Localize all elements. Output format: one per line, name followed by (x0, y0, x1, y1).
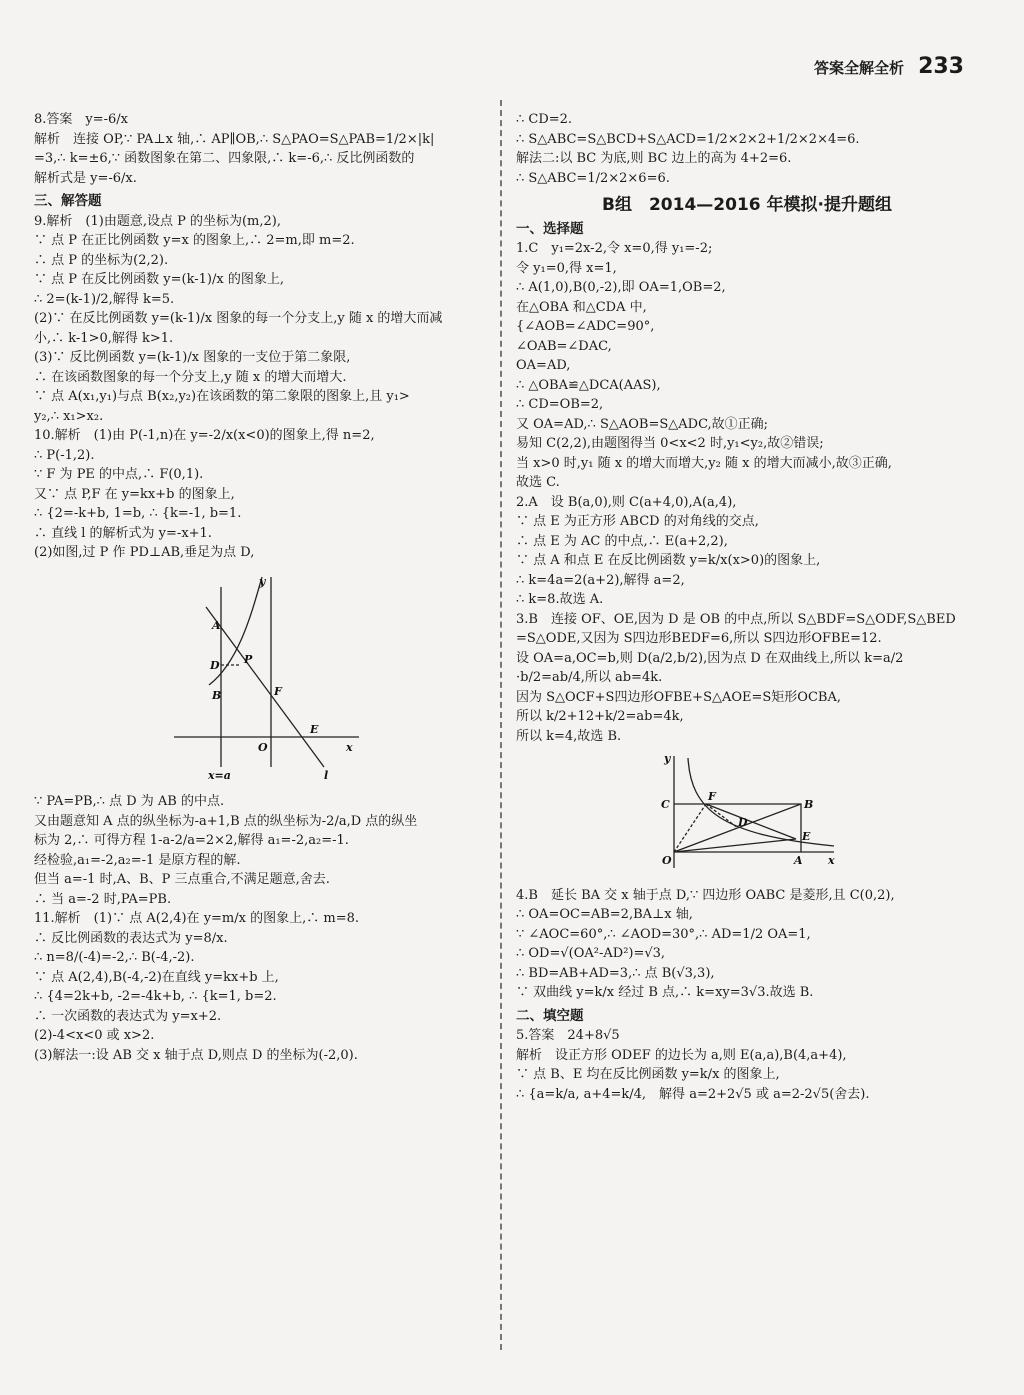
text-line: 解析式是 y=-6/x. (34, 170, 137, 186)
text-line: 2.A 设 B(a,0),则 C(a+4,0),A(a,4), (516, 494, 737, 510)
label-F: F (708, 790, 716, 803)
text-line: ∴ 直线 l 的解析式为 y=-x+1. (34, 525, 212, 541)
page-header (814, 54, 964, 79)
graph-figure-10 (34, 567, 486, 782)
text-line: ∵ 点 A(x₁,y₁)与点 B(x₂,y₂)在该函数的第二象限的图象上,且 y₁> (34, 389, 410, 404)
label-P: P (244, 652, 253, 666)
text-line: ∵ 点 P 在反比例函数 y=(k-1)/x 的图象上, (34, 272, 284, 287)
text-line: (2)∵ 在反比例函数 y=(k-1)/x 图象的每一个分支上,y 随 x 的增大而减 (34, 311, 443, 326)
text-line: ∴ A(1,0),B(0,-2),即 OA=1,OB=2, (516, 280, 726, 295)
label-y: y (259, 574, 266, 588)
answer-line: 8.答案 y=-6/x (34, 112, 129, 127)
text-line: 又∵ 点 P,F 在 y=kx+b 的图象上, (34, 486, 235, 502)
text-line: 又由题意知 A 点的纵坐标为-a+1,B 点的纵坐标为-2/a,D 点的纵坐 (34, 813, 418, 829)
text-line: ∵ 点 A 和点 E 在反比例函数 y=k/x(x>0)的图象上, (516, 553, 821, 568)
text-line: ∠OAB=∠DAC, (516, 338, 612, 354)
text-line: (3)解法一:设 AB 交 x 轴于点 D,则点 D 的坐标为(-2,0). (34, 1047, 358, 1063)
graph-figure-3 (516, 750, 978, 875)
text-line: =S△ODE,又因为 S四边形BEDF=6,所以 S四边形OFBE=12. (516, 631, 882, 646)
text-line: ∴ 2=(k-1)/2,解得 k=5. (34, 291, 175, 307)
text-line: 11.解析 (1)∵ 点 A(2,4)在 y=m/x 的图象上,∴ m=8. (34, 911, 359, 926)
label-B: B (804, 798, 814, 811)
column-divider (500, 100, 502, 1350)
text-line: 5.答案 24+8√5 (516, 1028, 620, 1043)
text-line: 易知 C(2,2),由题图得当 0<x<2 时,y₁<y₂,故②错误; (516, 436, 824, 451)
label-x: x (346, 740, 353, 754)
section-heading: 一、选择题 (516, 220, 584, 237)
text-line: ·b/2=ab/4,所以 ab=4k. (516, 670, 663, 685)
text-line: ∴ {4=2k+b, -2=-4k+b, ∴ {k=1, b=2. (34, 989, 277, 1004)
text-line: y₂,∴ x₁>x₂. (34, 408, 104, 424)
text-line: ∴ S△ABC=S△BCD+S△ACD=1/2×2×2+1/2×2×4=6. (516, 131, 860, 147)
text-line: ∴ 点 E 为 AC 的中点,∴ E(a+2,2), (516, 533, 728, 549)
text-line: ∴ 在该函数图象的每一个分支上,y 随 x 的增大而增大. (34, 369, 347, 385)
label-O: O (258, 740, 268, 754)
text-line: 解析 设正方形 ODEF 的边长为 a,则 E(a,a),B(4,a+4), (516, 1047, 847, 1063)
text-line: ∴ OA=OC=AB=2,BA⊥x 轴, (516, 907, 693, 922)
text-line: 解析 连接 OP,∵ PA⊥x 轴,∴ AP∥OB,∴ S△PAO=S△PAB=1/2×|k| (34, 131, 435, 147)
text-line: 3.B 连接 OF、OE,因为 D 是 OB 的中点,所以 S△BDF=S△ODF,S△BED (516, 611, 956, 627)
section-heading: 二、填空题 (516, 1007, 584, 1024)
label-E: E (802, 830, 811, 843)
text-line: {∠AOB=∠ADC=90°, (516, 319, 655, 334)
text-line: 1.C y₁=2x-2,令 x=0,得 y₁=-2; (516, 241, 713, 256)
text-line: 当 x>0 时,y₁ 随 x 的增大而增大,y₂ 随 x 的增大而减小,故③正确, (516, 455, 892, 471)
text-line: (2)-4<x<0 或 x>2. (34, 1028, 155, 1043)
text-line: (3)∵ 反比例函数 y=(k-1)/x 图象的一支位于第二象限, (34, 350, 351, 365)
segment-OF (674, 804, 706, 852)
text-line: 小,∴ k-1>0,解得 k>1. (34, 330, 174, 346)
right-column (516, 110, 978, 1104)
label-l: l (324, 768, 329, 782)
text-line: ∴ 反比例函数的表达式为 y=8/x. (34, 930, 228, 946)
page-number: 233 (918, 54, 964, 79)
text-line: 10.解析 (1)由 P(-1,n)在 y=-2/x(x<0)的图象上,得 n=2, (34, 428, 375, 443)
text-line: ∴ {a=k/a, a+4=k/4, 解得 a=2+2√5 或 a=2-2√5(舍去). (516, 1086, 870, 1102)
label-D: D (738, 816, 748, 829)
text-line: ∵ 点 B、E 均在反比例函数 y=k/x 的图象上, (516, 1067, 780, 1082)
text-line: 经检验,a₁=-2,a₂=-1 是原方程的解. (34, 852, 241, 868)
left-column (34, 110, 486, 1065)
label-x-equals-a: x=a (208, 768, 231, 782)
text-line: 所以 k/2+12+k/2=ab=4k, (516, 709, 684, 724)
text-line: ∴ CD=OB=2, (516, 397, 604, 412)
text-line: ∴ CD=2. (516, 112, 573, 127)
label-y: y (664, 752, 671, 765)
text-line: ∵ PA=PB,∴ 点 D 为 AB 的中点. (34, 794, 225, 809)
label-A: A (212, 618, 221, 632)
text-line: ∴ n=8/(-4)=-2,∴ B(-4,-2). (34, 950, 195, 965)
section-heading: 三、解答题 (34, 193, 102, 209)
text-line: ∵ 点 P 在正比例函数 y=x 的图象上,∴ 2=m,即 m=2. (34, 233, 355, 248)
text-line: 设 OA=a,OC=b,则 D(a/2,b/2),因为点 D 在双曲线上,所以 k=a/2 (516, 650, 904, 666)
text-line: ∴ {2=-k+b, 1=b, ∴ {k=-1, b=1. (34, 506, 242, 521)
text-line: ∴ 当 a=-2 时,PA=PB. (34, 891, 172, 907)
text-line: ∴ BD=AB+AD=3,∴ 点 B(√3,3), (516, 965, 715, 981)
text-line: ∵ 点 A(2,4),B(-4,-2)在直线 y=kx+b 上, (34, 969, 279, 985)
text-line: 在△OBA 和△CDA 中, (516, 299, 647, 315)
text-line: ∵ 双曲线 y=k/x 经过 B 点,∴ k=xy=3√3.故选 B. (516, 985, 814, 1000)
header-title: 答案全解全析 (814, 59, 905, 77)
text-line: ∴ P(-1,2). (34, 447, 95, 463)
label-x: x (828, 854, 835, 867)
label-B: B (212, 688, 222, 702)
text-line: ∴ 点 P 的坐标为(2,2). (34, 252, 169, 268)
text-line: ∴ S△ABC=1/2×2×6=6. (516, 170, 670, 186)
text-line: ∵ F 为 PE 的中点,∴ F(0,1). (34, 467, 204, 482)
text-line: 令 y₁=0,得 x=1, (516, 260, 617, 276)
label-D: D (210, 658, 220, 672)
text-line: 故选 C. (516, 475, 560, 490)
label-A: A (794, 854, 803, 867)
text-line: 解法二:以 BC 为底,则 BC 边上的高为 4+2=6. (516, 151, 792, 166)
segment-FE (706, 804, 796, 839)
label-F: F (274, 684, 282, 698)
text-line: ∴ OD=√(OA²-AD²)=√3, (516, 946, 666, 961)
text-line: 又 OA=AD,∴ S△AOB=S△ADC,故①正确; (516, 416, 769, 432)
text-line: ∵ 点 E 为正方形 ABCD 的对角线的交点, (516, 514, 759, 529)
text-line: 但当 a=-1 时,A、B、P 三点重合,不满足题意,舍去. (34, 872, 330, 887)
text-line: ∴ 一次函数的表达式为 y=x+2. (34, 1008, 222, 1024)
text-line: OA=AD, (516, 358, 571, 373)
text-line: ∴ △OBA≌△DCA(AAS), (516, 377, 661, 393)
text-line: 4.B 延长 BA 交 x 轴于点 D,∵ 四边形 OABC 是菱形,且 C(0,2), (516, 887, 895, 903)
text-line: ∴ k=8.故选 A. (516, 592, 604, 607)
text-line: 9.解析 (1)由题意,设点 P 的坐标为(m,2), (34, 213, 281, 229)
label-O: O (662, 854, 672, 867)
text-line: 标为 2,∴ 可得方程 1-a-2/a=2×2,解得 a₁=-2,a₂=-1. (34, 833, 349, 848)
label-E: E (310, 722, 319, 736)
group-title: B组 2014—2016 年模拟·提升题组 (602, 195, 892, 215)
text-line: ∵ ∠AOC=60°,∴ ∠AOD=30°,∴ AD=1/2 OA=1, (516, 926, 811, 942)
text-line: =3,∴ k=±6,∵ 函数图象在第二、四象限,∴ k=-6,∴ 反比例函数的 (34, 151, 415, 166)
text-line: 所以 k=4,故选 B. (516, 728, 622, 744)
label-C: C (661, 798, 670, 811)
text-line: ∴ k=4a=2(a+2),解得 a=2, (516, 572, 685, 588)
text-line: 因为 S△OCF+S四边形OFBE+S△AOE=S矩形OCBA, (516, 689, 841, 705)
text-line: (2)如图,过 P 作 PD⊥AB,垂足为点 D, (34, 545, 255, 560)
